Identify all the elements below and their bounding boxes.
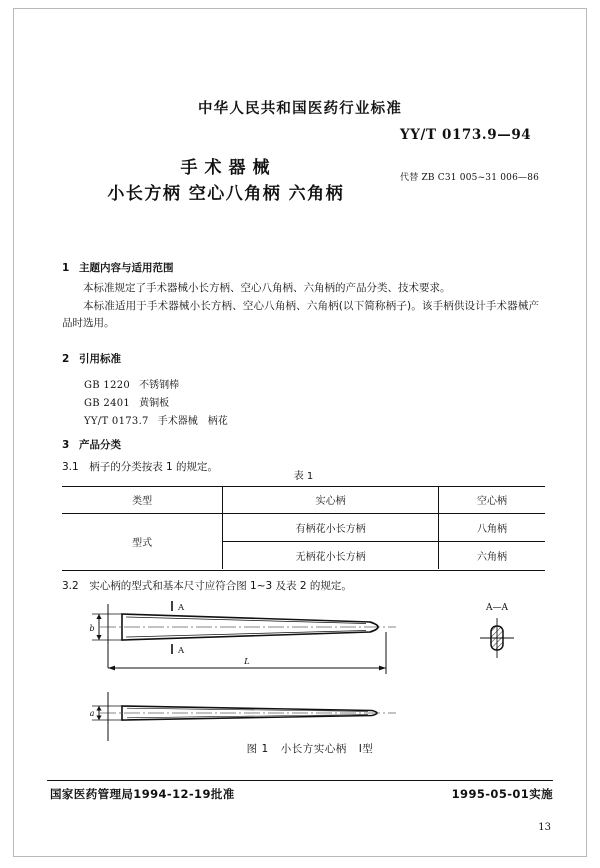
table-cell-hollow-form-1: 八角柄 bbox=[438, 514, 545, 542]
issuing-organization: 中华人民共和国医药行业标准 bbox=[197, 101, 403, 117]
reference-name: 黄铜板 bbox=[139, 398, 170, 409]
page-number: 13 bbox=[538, 822, 551, 833]
approval-statement: 国家医药管理局1994-12-19批准 bbox=[50, 787, 235, 801]
clause-3-2-text: 3.2 实心柄的型式和基本尺寸应符合图 1~3 及表 2 的规定。 bbox=[62, 580, 352, 592]
figure-1-drawing bbox=[0, 596, 600, 756]
clause-1-number: 1 bbox=[62, 262, 70, 274]
arrow-head-down-icon bbox=[96, 716, 101, 721]
arrow-head-left-icon bbox=[108, 666, 115, 671]
figure-1-text: 小长方实心柄 bbox=[280, 743, 347, 755]
arrow-head-right-icon bbox=[379, 666, 386, 671]
clause-1-paragraph-1: 本标准规定了手术器械小长方柄、空心八角柄、六角柄的产品分类、技术要求。 bbox=[83, 282, 451, 294]
arrow-head-up-icon bbox=[96, 614, 101, 619]
table-cell-solid-form-2: 无柄花小长方柄 bbox=[223, 542, 439, 570]
table-cell-hollow-handle: 空心柄 bbox=[438, 486, 545, 514]
figure-1-caption bbox=[150, 741, 470, 756]
clause-2-number: 2 bbox=[62, 353, 70, 365]
table-row bbox=[62, 486, 545, 514]
footer-rule bbox=[47, 780, 553, 781]
replaced-standard: 代替 ZB C31 005~31 006—86 bbox=[400, 173, 540, 183]
reference-code: GB 1220 bbox=[84, 380, 131, 391]
reference-item bbox=[84, 376, 179, 391]
arrow-head-up-icon bbox=[96, 706, 101, 711]
clause-1-title: 主题内容与适用范围 bbox=[79, 262, 174, 274]
clause-2-heading bbox=[62, 351, 121, 366]
table-bottom-rule bbox=[62, 570, 545, 571]
clause-2-title: 引用标准 bbox=[79, 353, 121, 365]
reference-code: GB 2401 bbox=[84, 398, 131, 409]
clause-1-heading bbox=[62, 260, 174, 275]
clause-3-title: 产品分类 bbox=[79, 439, 121, 451]
dimension-label-b: b bbox=[89, 624, 95, 633]
implementation-date: 1995-05-01实施 bbox=[451, 787, 553, 801]
table-1-caption: 表 1 bbox=[293, 471, 314, 482]
reference-name: 不锈钢棒 bbox=[139, 380, 180, 391]
dimension-label-a: a bbox=[89, 709, 95, 718]
reference-name: 手术器械 柄花 bbox=[157, 416, 228, 427]
document-title-line2: 小长方柄 空心八角柄 六角柄 bbox=[107, 184, 345, 204]
standard-number: YY/T 0173.9—94 bbox=[400, 127, 532, 143]
section-profile-shape bbox=[491, 626, 503, 650]
clause-3-number: 3 bbox=[62, 439, 70, 451]
table-cell-solid-handle: 实心柄 bbox=[223, 486, 439, 514]
reference-code: YY/T 0173.7 bbox=[84, 416, 149, 427]
table-cell-form-label: 型式 bbox=[62, 514, 223, 570]
figure-1-label: 图 1 bbox=[246, 743, 269, 755]
table-cell-type-label: 类型 bbox=[62, 486, 223, 514]
section-mark-label-bottom: A bbox=[178, 646, 185, 656]
section-mark-label-top: A bbox=[178, 603, 185, 613]
clause-1-paragraph-2: 本标准适用于手术器械小长方柄、空心八角柄、六角柄(以下简称柄子)。该手柄供设计手术器械产品时选用。 bbox=[62, 300, 539, 329]
dimension-label-L: L bbox=[244, 657, 250, 667]
clause-3-heading bbox=[62, 437, 121, 452]
table-cell-solid-form-1: 有柄花小长方柄 bbox=[223, 514, 439, 542]
reference-item bbox=[84, 412, 228, 427]
table-1 bbox=[62, 486, 545, 569]
arrow-head-down-icon bbox=[96, 635, 101, 640]
document-title-line1: 手术器械 bbox=[180, 158, 277, 178]
figure-1-svg bbox=[0, 596, 600, 756]
section-view-label: A—A bbox=[486, 603, 508, 613]
clause-3-1-text: 3.1 柄子的分类按表 1 的规定。 bbox=[62, 461, 219, 473]
figure-1-type: Ⅰ型 bbox=[358, 743, 374, 755]
reference-item bbox=[84, 394, 169, 409]
table-row bbox=[62, 514, 545, 542]
table-cell-hollow-form-2: 六角柄 bbox=[476, 552, 507, 563]
